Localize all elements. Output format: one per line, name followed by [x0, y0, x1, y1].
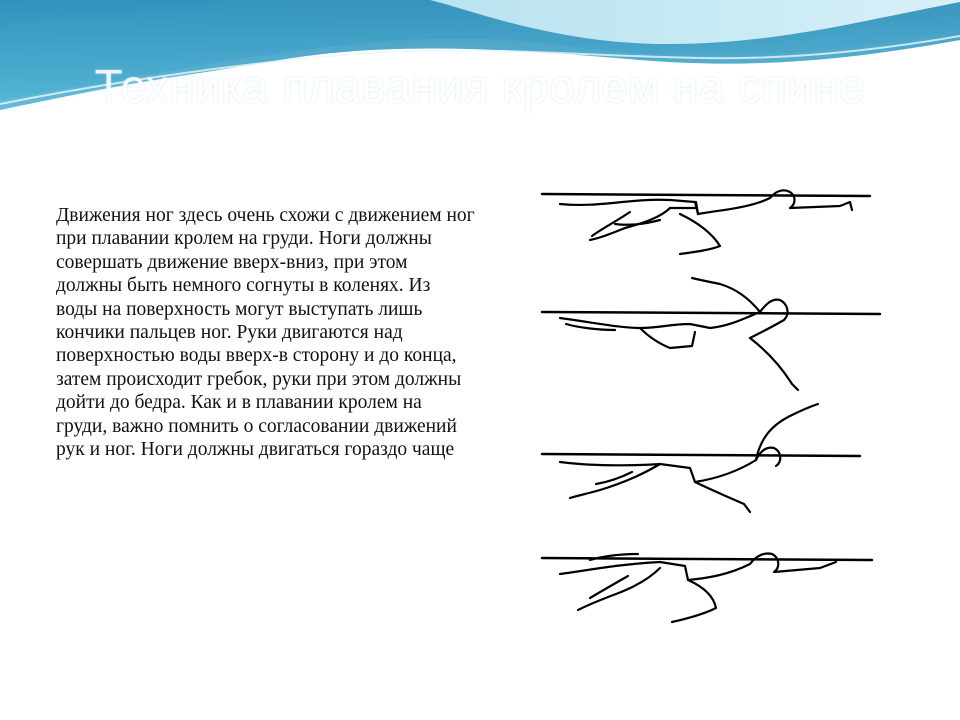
backstroke-swimmer-sequence-icon — [520, 178, 900, 638]
slide-title: Техника плавания кролем на спине — [94, 60, 866, 112]
swimmer-frame-2 — [542, 278, 880, 390]
body-paragraph: Движения ног здесь очень схожи с движением ног при плавании кролем на груди. Ноги должны совершать движение вверх-вниз, при этом должны быть немного согнуты в коленях. Из воды на поверхность могут выступать лишь кончики пальцев ног. Руки двигаются над поверхностью воды вверх-в сторону и до конца, затем происходит гребок, руки при этом должны дойти до бедра. Как и в плавании кролем на груди, важно помнить о согласовании движений рук и ног. Ноги должны двигаться гораздо чаще — [56, 205, 475, 461]
swimmer-frame-1 — [542, 190, 870, 254]
swimmer-frame-4 — [542, 553, 872, 622]
swimmer-frame-3 — [542, 404, 860, 512]
